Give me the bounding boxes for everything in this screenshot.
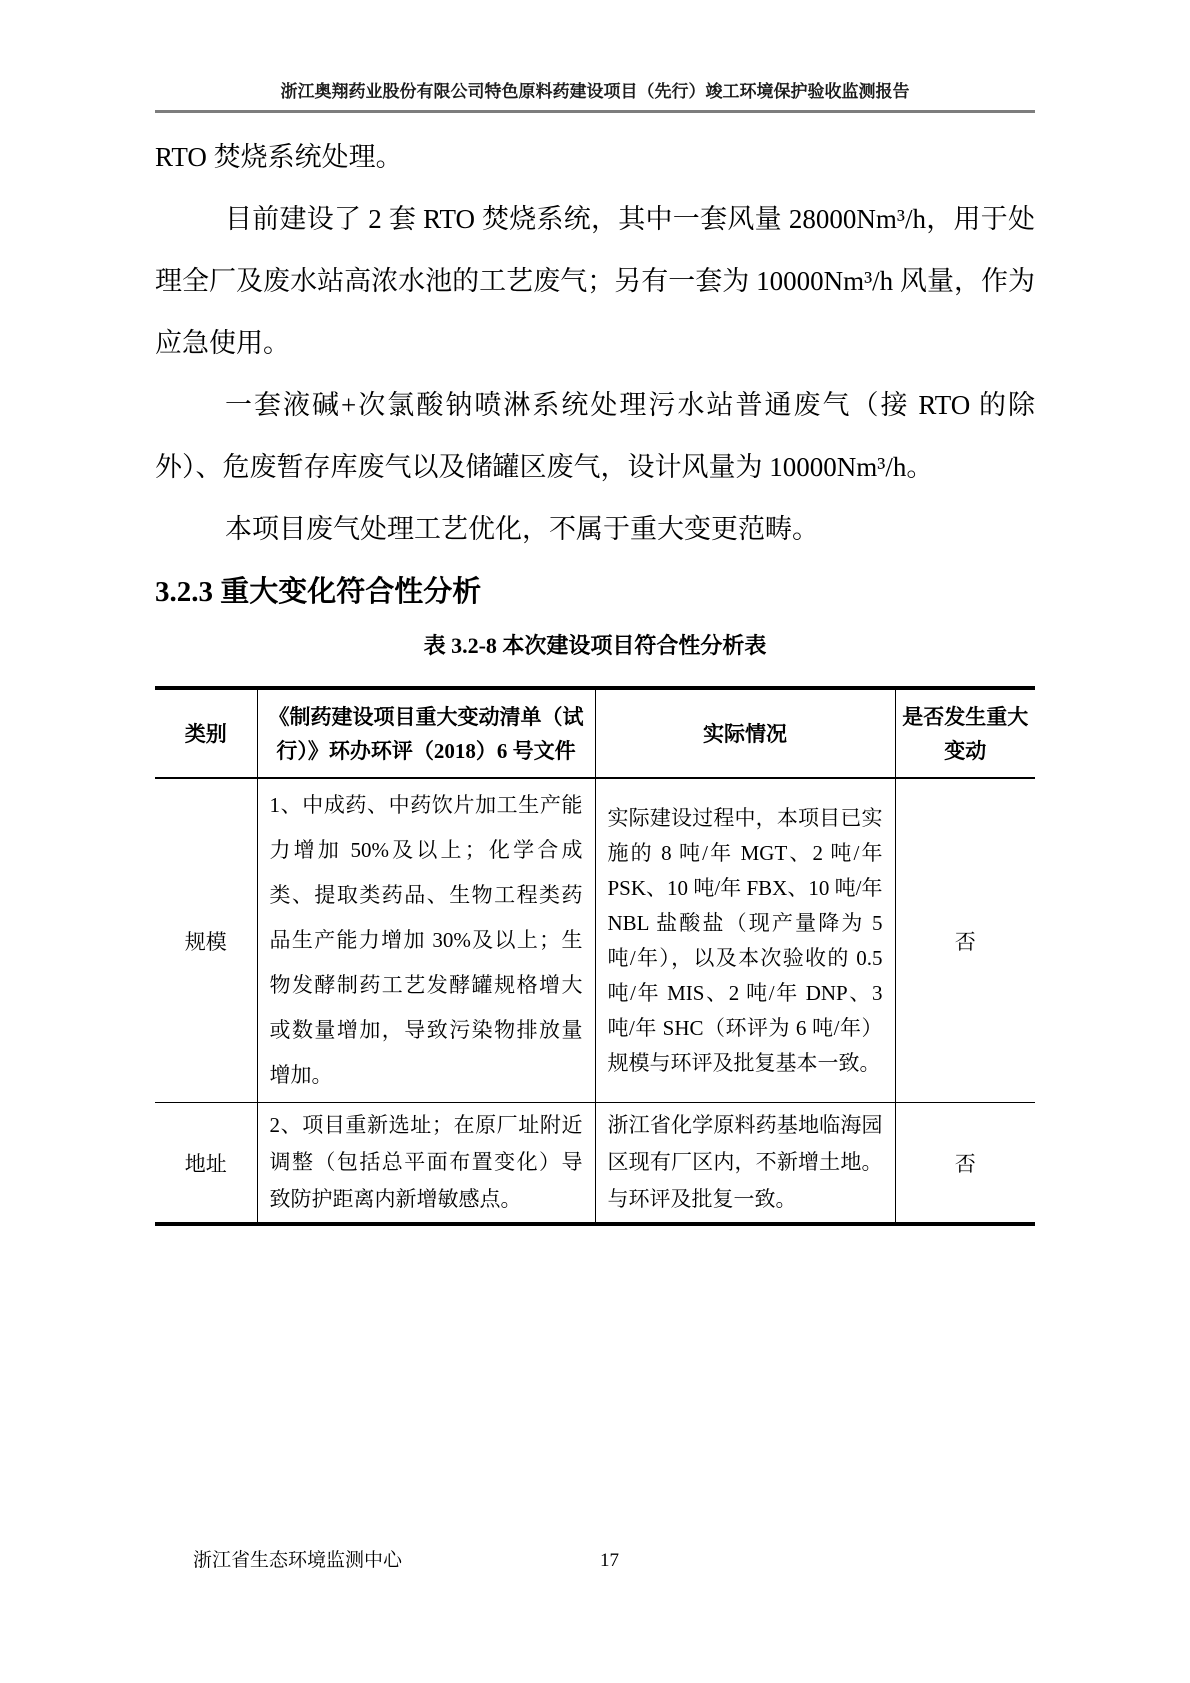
running-header-title: 浙江奥翔药业股份有限公司特色原料药建设项目（先行）竣工环境保护验收监测报告 [155, 80, 1035, 113]
section-heading: 3.2.3 重大变化符合性分析 [155, 576, 482, 608]
actual-situation-cell: 实际建设过程中，本项目已实施的 8 吨/年 MGT、2 吨/年 PSK、10 吨/年 FBX、10 吨/年 NBL 盐酸盐（现产量降为 5 吨/年），以及本次验收的 0.5 吨/年 MIS、2 吨/年 DNP、3 吨/年 SHC（环评为 6 吨/年）规模与环评及批复基本一致。 [595, 778, 895, 1103]
checklist-cell: 1、中成药、中药饮片加工生产能力增加 50%及以上；化学合成类、提取类药品、生物工程类药品生产能力增加 30%及以上；生物发酵制药工艺发酵罐规格增大或数量增加，导致污染物排放量增加。 [257, 778, 595, 1103]
footer-organization: 浙江省生态环境监测中心 [193, 1550, 403, 1571]
paragraph-process-optimization: 本项目废气处理工艺优化，不属于重大变更范畴。 [225, 514, 819, 544]
category-cell: 规模 [184, 929, 227, 954]
header-category: 类别 [184, 721, 227, 746]
header-checklist: 《制药建设项目重大变动清单（试行）》环办环评（2018）6 号文件 [257, 688, 595, 778]
table-caption: 表 3.2-8 本次建设项目符合性分析表 [423, 633, 767, 658]
paragraph-rto-systems: 目前建设了 2 套 RTO 焚烧系统，其中一套风量 28000Nm³/h，用于处理全厂及废水站高浓水池的工艺废气；另有一套为 10000Nm³/h 风量，作为应急使用。 [155, 204, 1035, 358]
paragraph-rto-continuation: RTO 焚烧系统处理。 [155, 142, 403, 172]
compliance-table [155, 686, 1035, 1226]
major-change-cell: 否 [895, 1103, 1035, 1225]
table-header-row [155, 688, 1035, 778]
actual-situation-cell: 浙江省化学原料药基地临海园区现有厂区内，不新增土地。与环评及批复一致。 [595, 1103, 895, 1225]
paragraph-spray-system: 一套液碱+次氯酸钠喷淋系统处理污水站普通废气（接 RTO 的除外）、危废暂存库废气以及储罐区废气，设计风量为 10000Nm³/h。 [155, 390, 1035, 482]
checklist-cell: 2、项目重新选址；在原厂址附近调整（包括总平面布置变化）导致防护距离内新增敏感点。 [257, 1103, 595, 1225]
header-major-change: 是否发生重大变动 [895, 688, 1035, 778]
major-change-cell: 否 [895, 778, 1035, 1103]
category-cell: 地址 [184, 1151, 227, 1176]
header-actual-situation: 实际情况 [595, 688, 895, 778]
page-content [155, 126, 1035, 1226]
table-row [155, 1103, 1035, 1225]
table-row [155, 778, 1035, 1103]
page-number: 17 [600, 1550, 619, 1571]
